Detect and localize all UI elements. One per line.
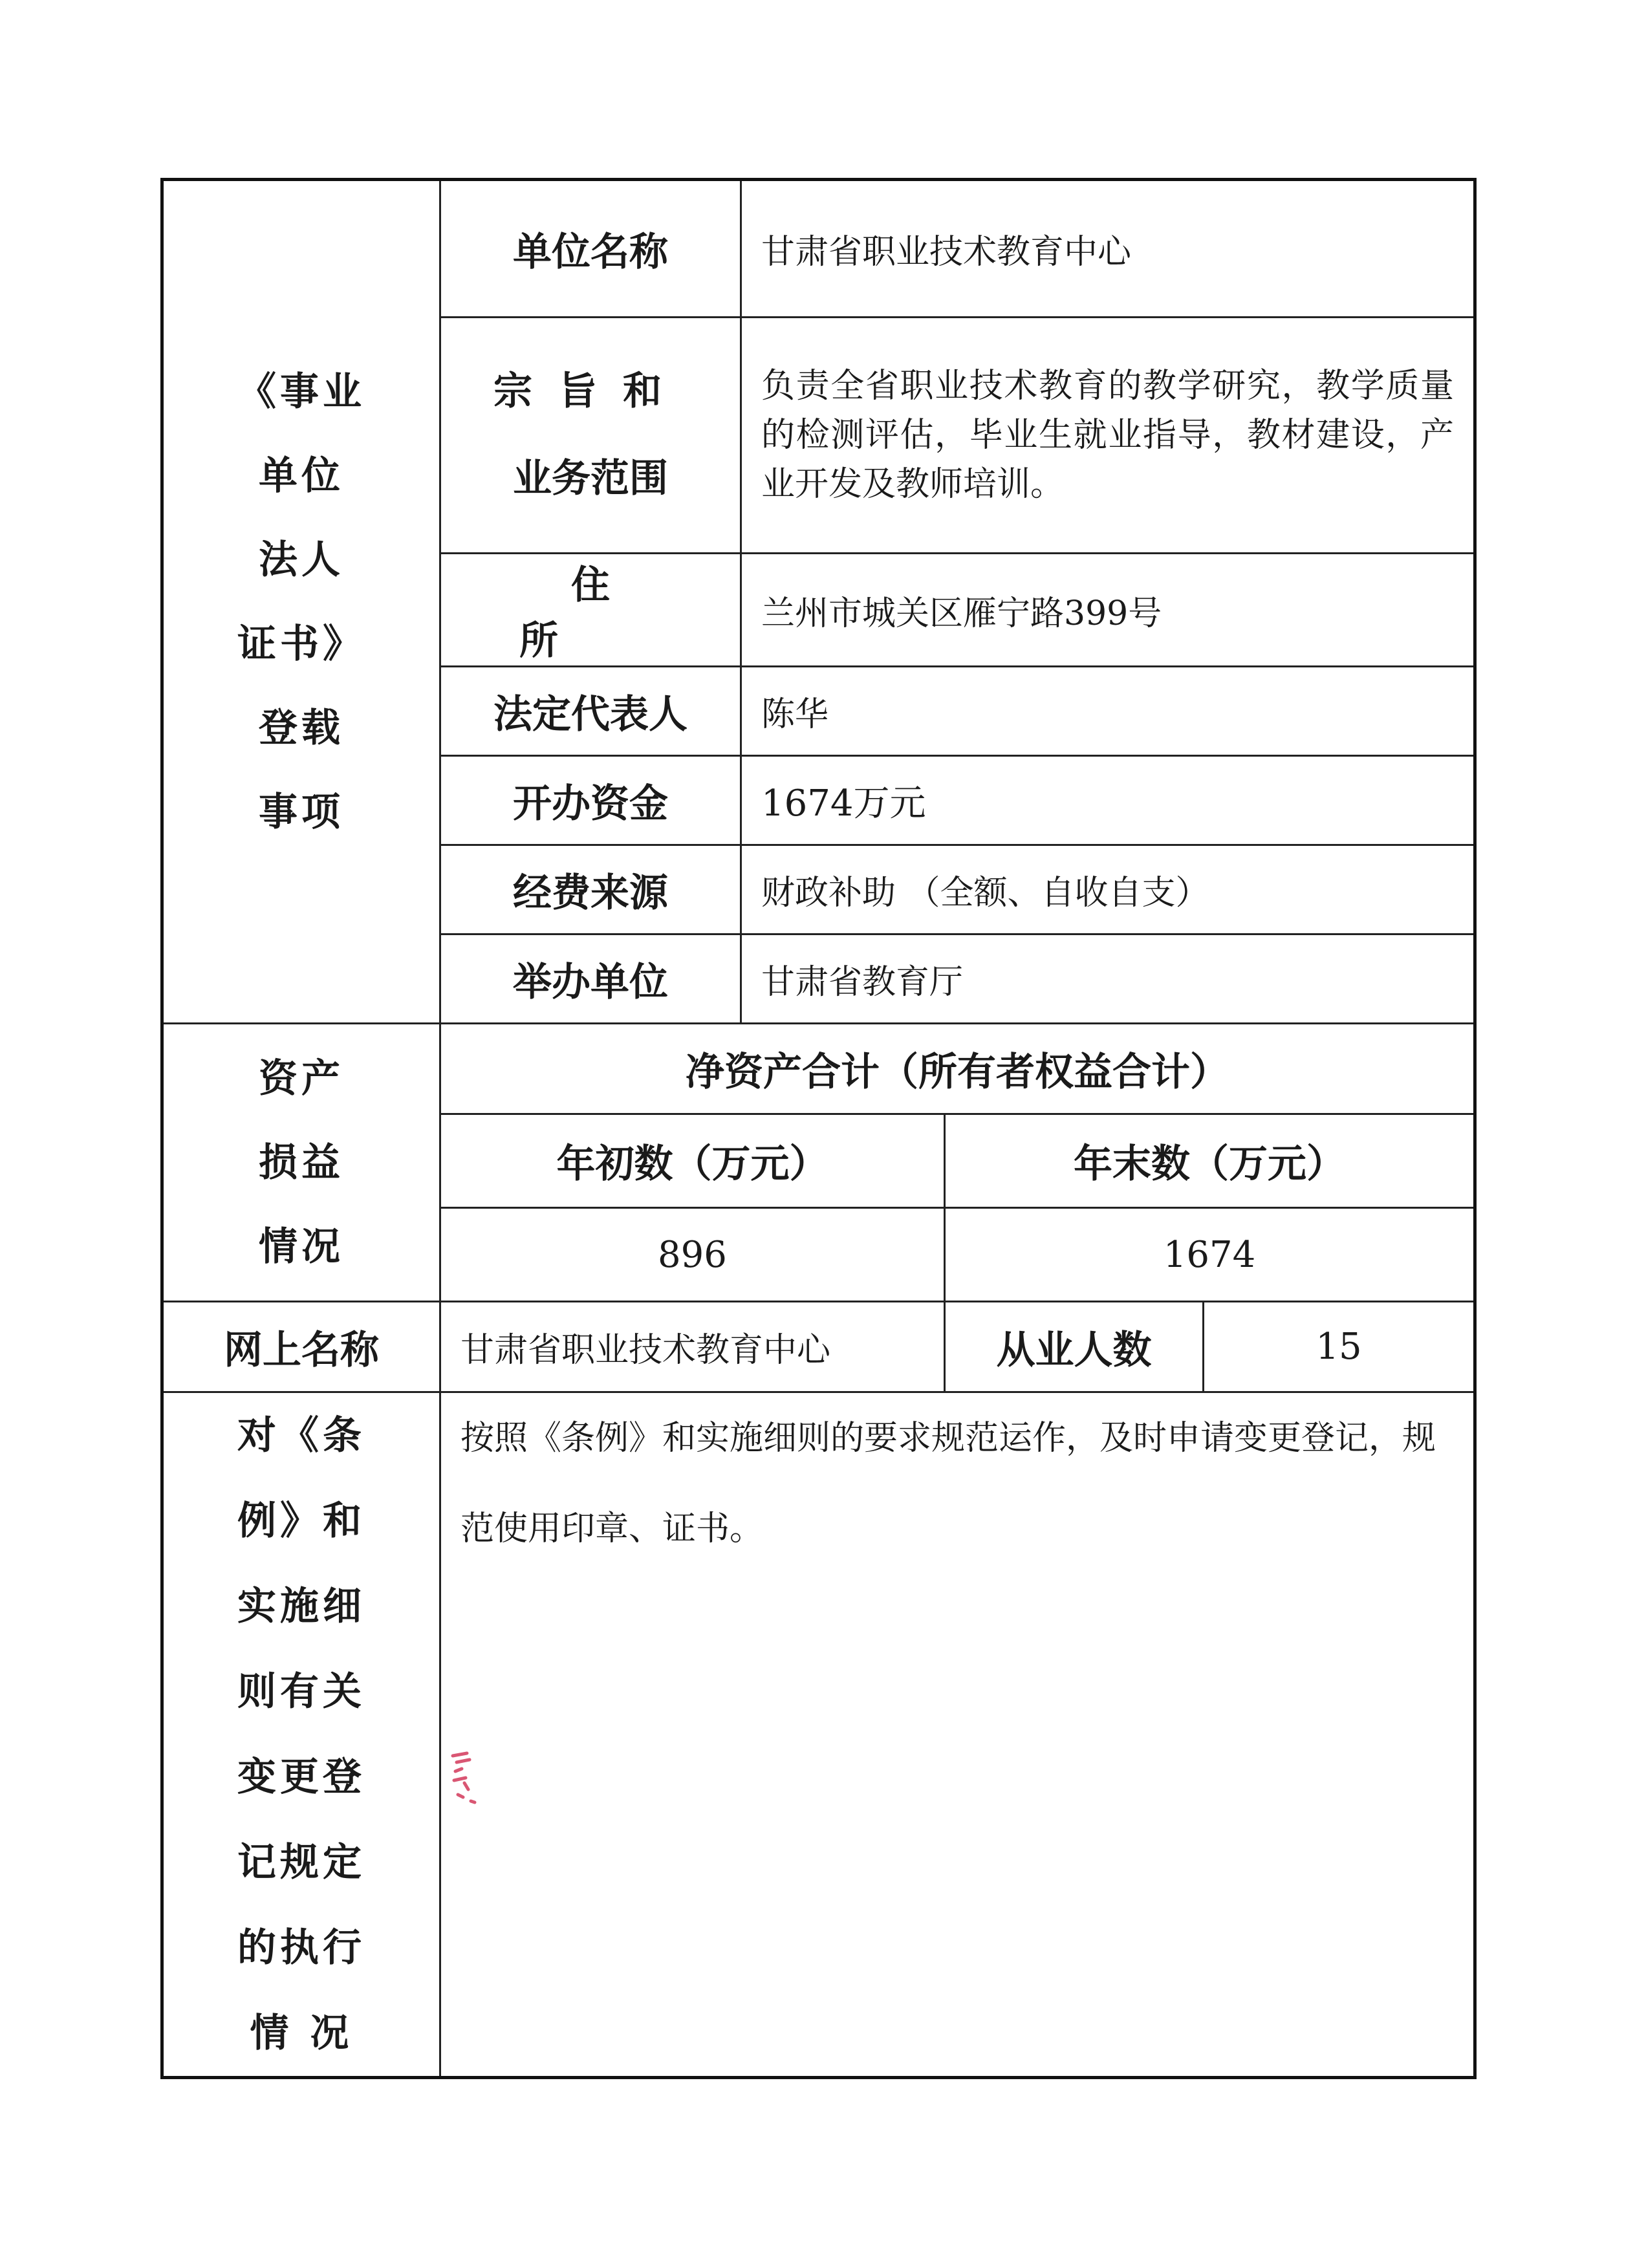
capital-label: 开办资金 [440, 756, 741, 845]
staff-count-value: 15 [1204, 1302, 1475, 1392]
unit-name-value: 甘肃省职业技术教育中心 [741, 180, 1475, 318]
sponsor-value: 甘肃省教育厅 [741, 934, 1475, 1024]
sponsor-label: 举办单位 [440, 934, 741, 1024]
address-label: 住所 [440, 554, 741, 667]
address-value: 兰州市城关区雁宁路399号 [741, 554, 1475, 667]
row-unit-name [162, 180, 1475, 318]
year-begin-value: 896 [440, 1208, 945, 1302]
net-assets-header: 净资产合计（所有者权益合计） [440, 1024, 1475, 1114]
row-online-name [162, 1302, 1475, 1392]
capital-value: 1674万元 [741, 756, 1475, 845]
online-name-value: 甘肃省职业技术教育中心 [440, 1302, 945, 1392]
unit-name-label: 单位名称 [440, 180, 741, 318]
year-begin-label: 年初数（万元） [440, 1114, 945, 1208]
certificate-items-label: 《事业 单位 法人 证书》 登载 事项 [162, 180, 440, 1024]
purpose-value: 负责全省职业技术教育的教学研究，教学质量的检测评估，毕业生就业指导，教材建设，产业开发及教师培训。 [741, 318, 1475, 554]
legal-rep-label: 法定代表人 [440, 667, 741, 756]
registration-form-table [160, 178, 1477, 2079]
funding-label: 经费来源 [440, 845, 741, 934]
year-end-value: 1674 [945, 1208, 1475, 1302]
row-assets-header [162, 1024, 1475, 1114]
purpose-label: 宗旨和 业务范围 [440, 318, 741, 554]
staff-count-label: 从业人数 [945, 1302, 1204, 1392]
online-name-label: 网上名称 [162, 1302, 440, 1392]
stamp-fragment-mark [448, 1749, 480, 1808]
assets-side-label: 资产 损益 情况 [162, 1024, 440, 1302]
row-compliance [162, 1392, 1475, 2078]
legal-rep-value: 陈华 [741, 667, 1475, 756]
funding-value: 财政补助 （全额、自收自支） [741, 845, 1475, 934]
compliance-text: 按照《条例》和实施细则的要求规范运作，及时申请变更登记，规范使用印章、证书。 [440, 1392, 1475, 2078]
compliance-side-label: 对《条 例》和 实施细 则有关 变更登 记规定 的执行 情 况 [162, 1392, 440, 2078]
year-end-label: 年末数（万元） [945, 1114, 1475, 1208]
